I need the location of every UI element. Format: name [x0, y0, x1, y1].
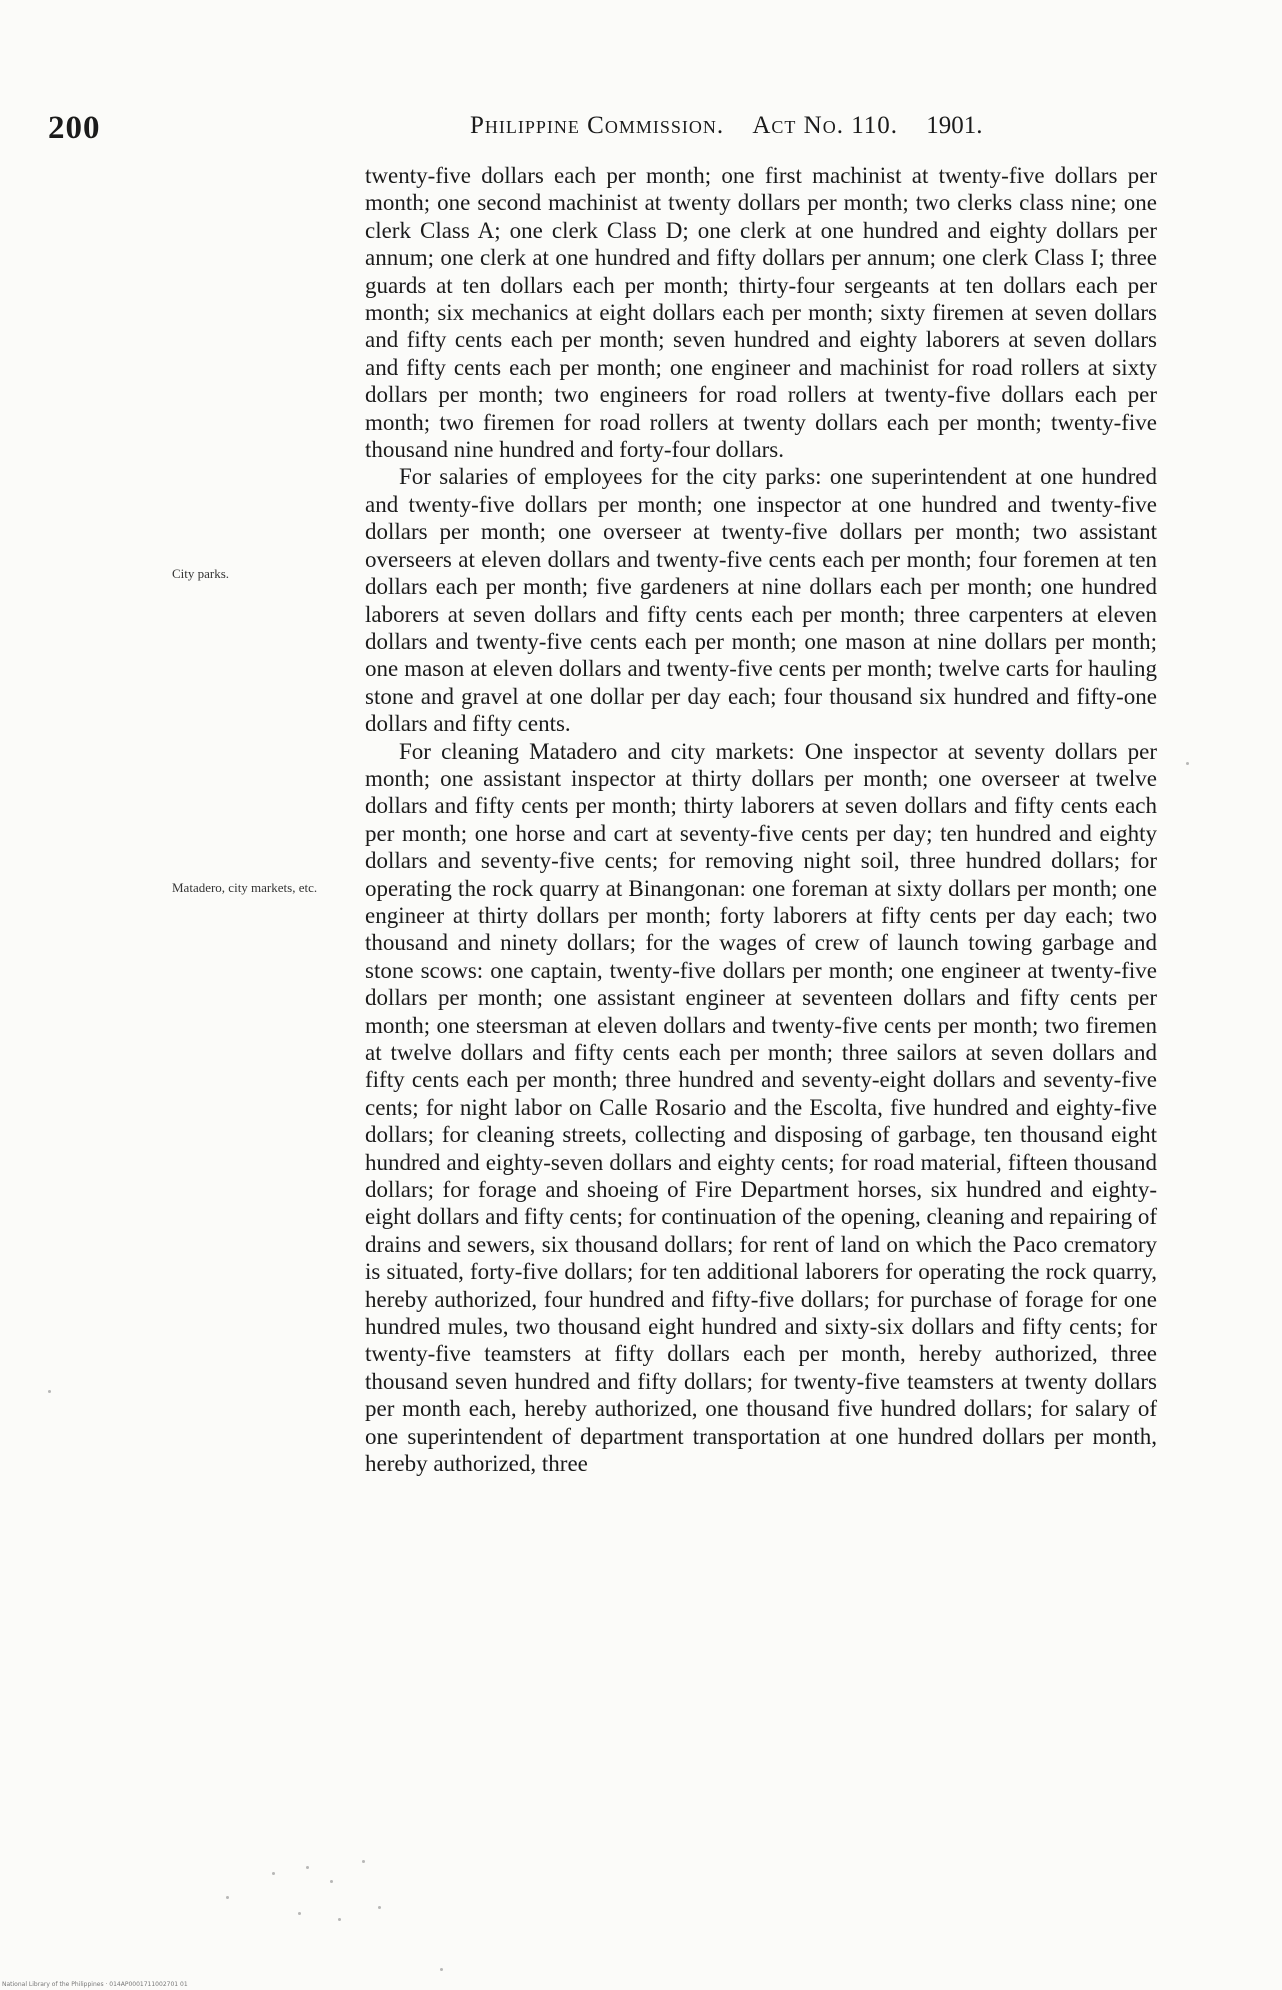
scan-speck: [48, 1390, 51, 1393]
body-text: [365, 162, 1157, 1478]
scan-speck: [338, 1918, 341, 1921]
scan-speck: [226, 1896, 229, 1899]
scan-speck: [440, 1968, 443, 1971]
running-head-title: Philippine Commission.: [470, 112, 725, 139]
margin-note-matadero: Matadero, city markets, etc.: [172, 880, 318, 895]
paragraph-city-parks: For salaries of employees for the city parks: one superintendent at one hundred and twenty-five dollars per month; one inspector at one hundred and twenty-five dollars per month; one overseer at twenty-five dollars per month; two assistant overseers at eleven dollars and twenty-five cents each per month; four foremen at ten dollars each per month; five gardeners at nine dollars each per month; one hundred laborers at seven dollars and fifty cents each per month; three carpenters at eleven dollars and twenty-five cents each per month; one mason at nine dollars per month; one mason at eleven dollars and twenty-five cents per month; twelve carts for hauling stone and gravel at one dollar per day each; four thousand six hundred and fifty-one dollars and fifty cents.: [365, 464, 1157, 737]
scan-speck: [272, 1872, 275, 1875]
page-number: 200: [48, 110, 101, 146]
scan-speck: [330, 1880, 333, 1883]
scan-speck: [306, 1866, 309, 1869]
footer-credit: National Library of the Philippines · 014AP0001711002701 01: [2, 1981, 188, 1988]
paragraph-matadero: For cleaning Matadero and city markets: One inspector at seventy dollars per month; one assistant inspector at thirty dollars per month; one overseer at twelve dollars and fifty cents per month; thirty laborers at seven dollars and fifty cents each per month; one horse and cart at seventy-five cents per day; ten hundred and eighty dollars and seventy-five cents; for removing night soil, three hundred dollars; for operating the rock quarry at Binangonan: one foreman at sixty dollars per month; one engineer at thirty dollars per month; forty laborers at fifty cents per day each; two thousand and ninety dollars; for the wages of crew of launch towing garbage and stone scows: one captain, twenty-five dollars per month; one engineer at twenty-five dollars per month; one assistant engineer at seventeen dollars and fifty cents per month; one steersman at eleven dollars and twenty-five cents per month; two firemen at twelve dollars and fifty cents each per month; three sailors at seven dollars and fifty cents each per month; three hundred and seventy-eight dollars and seventy-five cents; for night labor on Calle Rosario and the Escolta, five hundred and eighty-five dollars; for cleaning streets, collecting and disposing of garbage, ten thousand eight hundred and eighty-seven dollars and eighty cents; for road material, fifteen thousand dollars; for forage and shoeing of Fire Department horses, six hundred and eighty-eight dollars and fifty cents; for continuation of the opening, cleaning and repairing of drains and sewers, six thousand dollars; for rent of land on which the Paco crematory is situated, forty-five dollars; for ten additional laborers for operating the rock quarry, hereby authorized, four hundred and fifty-five dollars; for purchase of forage for one hundred mules, two thousand eight hundred and sixty-six dollars and fifty cents; for twenty-five teamsters at fifty dollars each per month, hereby authorized, three thousand seven hundred and fifty dollars; for twenty-five teamsters at twenty dollars per month each, hereby authorized, one thousand five hundred dollars; for salary of one superintendent of department transportation at one hundred dollars per month, hereby authorized, three: [365, 738, 1157, 1477]
scan-speck: [378, 1906, 381, 1909]
scan-speck: [362, 1860, 365, 1863]
paragraph-continuation: twenty-five dollars each per month; one first machinist at twenty-five dollars per month; one second machinist at twenty dollars per month; two clerks class nine; one clerk Class A; one clerk Class D; one clerk at one hundred and eighty dollars per annum; one clerk at one hundred and fifty dollars per annum; one clerk Class I; three guards at ten dollars each per month; thirty-four sergeants at ten dollars each per month; six mechanics at eight dollars each per month; sixty firemen at seven dollars and fifty cents each per month; seven hundred and eighty laborers at seven dollars and fifty cents each per month; one engineer and machinist for road rollers at sixty dollars per month; two engineers for road rollers at twenty-five dollars each per month; two firemen for road rollers at twenty dollars each per month; twenty-five thousand nine hundred and forty-four dollars.: [365, 163, 1157, 463]
running-head-act: Act No. 110.: [752, 112, 899, 139]
running-head-year: 1901.: [926, 112, 983, 139]
scan-speck: [1186, 762, 1189, 765]
running-head: [470, 112, 1005, 140]
margin-note-city-parks: City parks.: [172, 566, 230, 581]
scan-speck: [298, 1912, 301, 1915]
